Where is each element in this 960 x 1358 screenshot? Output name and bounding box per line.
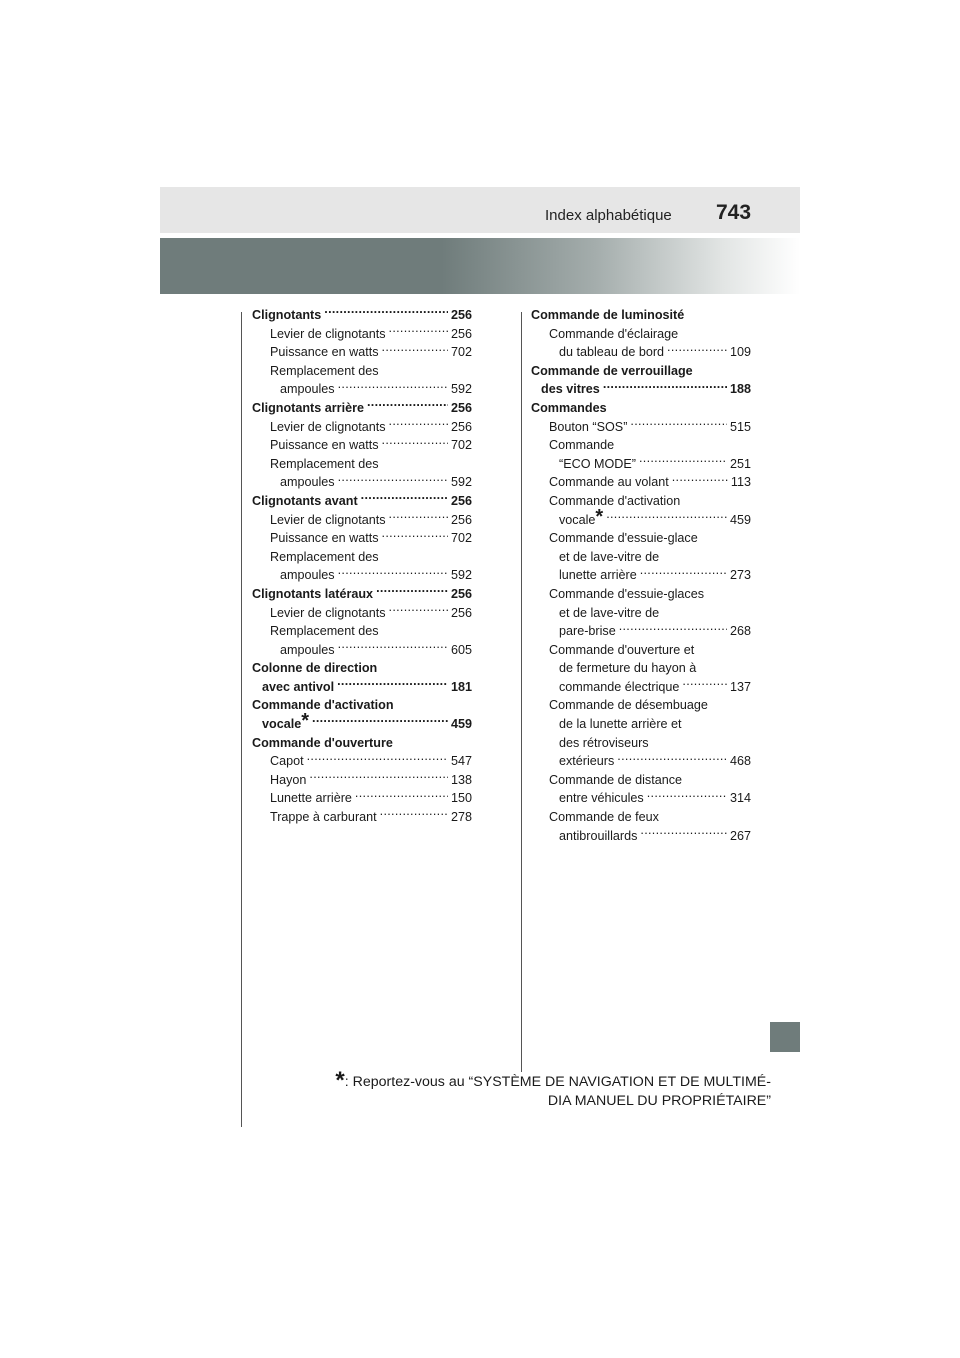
index-entry <box>252 604 472 623</box>
index-heading <box>252 696 472 715</box>
dot-leader <box>640 827 727 840</box>
index-entry <box>252 418 472 437</box>
index-heading <box>531 306 751 325</box>
dot-leader <box>603 381 727 394</box>
page-reference: 256 <box>450 419 472 434</box>
entry-text: Commande d'activation <box>252 698 394 713</box>
index-heading <box>531 436 751 455</box>
index-entry <box>531 418 751 437</box>
page-reference: 256 <box>450 326 472 341</box>
index-entry <box>252 771 472 790</box>
index-heading <box>252 455 472 474</box>
dot-leader <box>355 790 448 803</box>
entry-text: ampoules <box>280 382 335 397</box>
entry-text: Remplacement des <box>270 456 379 471</box>
page-reference: 605 <box>450 642 472 657</box>
page-reference: 268 <box>729 624 751 639</box>
page-reference: 138 <box>450 772 472 787</box>
index-heading <box>531 548 751 567</box>
entry-text: des rétroviseurs <box>559 735 649 750</box>
dot-leader <box>382 344 448 357</box>
entry-text: pare-brise <box>559 624 616 639</box>
dot-leader <box>382 530 448 543</box>
dot-leader <box>307 753 448 766</box>
index-heading <box>252 622 472 641</box>
index-heading <box>252 734 472 753</box>
entry-text: Clignotants avant <box>252 493 358 508</box>
page-reference: 256 <box>450 400 472 415</box>
page-number: 743 <box>716 201 752 224</box>
column-divider <box>521 312 522 1072</box>
dot-leader <box>361 492 448 505</box>
entry-text: Commande au volant <box>549 475 669 490</box>
entry-text: Hayon <box>270 772 307 787</box>
page-reference: 459 <box>450 717 472 732</box>
dot-leader <box>338 567 448 580</box>
entry-text: Remplacement des <box>270 549 379 564</box>
index-entry <box>252 343 472 362</box>
dot-leader <box>672 474 728 487</box>
index-entry <box>531 678 751 697</box>
entry-text: de la lunette arrière et <box>559 717 682 732</box>
page-reference: 256 <box>450 308 472 322</box>
index-heading <box>531 604 751 623</box>
entry-text: vocale <box>559 512 596 527</box>
page-reference: 468 <box>729 754 751 769</box>
index-entry: vocale * ..... 459 <box>252 715 472 734</box>
index-entry <box>252 325 472 344</box>
entry-text: Commande d'éclairage <box>549 326 679 341</box>
entry-text: vocale <box>262 717 302 732</box>
index-entry <box>252 585 472 604</box>
dot-leader <box>367 399 448 412</box>
index-heading <box>252 659 472 678</box>
index-entry <box>252 399 472 418</box>
index-entry <box>531 789 751 808</box>
index-entry <box>252 380 472 399</box>
dot-leader <box>617 753 727 766</box>
page-reference: 150 <box>450 791 472 806</box>
entry-text: Lunette arrière <box>270 791 352 806</box>
page-reference: 256 <box>450 512 472 527</box>
dot-leader <box>338 474 448 487</box>
entry-text: Commande de désembuage <box>549 698 708 713</box>
page-reference: 109 <box>729 345 751 360</box>
dot-leader <box>338 381 448 394</box>
index-heading <box>531 641 751 660</box>
entry-text: Clignotants latéraux <box>252 586 374 601</box>
index-entry <box>252 473 472 492</box>
entry-text: Commande d'ouverture et <box>549 642 695 657</box>
index-heading <box>531 585 751 604</box>
page-reference: 459 <box>729 512 751 527</box>
index-heading <box>531 771 751 790</box>
entry-text: du tableau de bord <box>559 345 665 360</box>
dot-leader <box>619 623 727 636</box>
entry-text: et de lave-vitre de <box>559 605 660 620</box>
page-reference: 188 <box>729 382 751 397</box>
page-reference: 547 <box>450 754 472 769</box>
page-reference: 278 <box>450 810 472 825</box>
index-entry <box>252 566 472 585</box>
footnote-text-1: : Reportez-vous au “SYSTÈME DE NAVIGATION ET DE MULTIMÉ- <box>344 1074 771 1090</box>
index-heading <box>252 362 472 381</box>
page-reference: 256 <box>450 586 472 601</box>
entry-text: Commande de luminosité <box>531 308 685 322</box>
page-reference: 314 <box>729 791 751 806</box>
dot-leader <box>647 790 727 803</box>
dot-leader <box>682 678 727 691</box>
index-entry <box>252 789 472 808</box>
index-entry <box>531 622 751 641</box>
index-heading <box>531 399 751 418</box>
page-reference: 267 <box>729 828 751 843</box>
index-heading <box>531 325 751 344</box>
dot-leader <box>639 455 727 468</box>
entry-text: de fermeture du hayon à <box>559 661 697 676</box>
entry-text: ampoules <box>280 568 335 583</box>
page-reference: 256 <box>450 605 472 620</box>
entry-text: Colonne de direction <box>252 661 378 676</box>
dot-leader <box>382 437 448 450</box>
page-reference: 592 <box>450 475 472 490</box>
dot-leader <box>640 567 727 580</box>
entry-text: Commande d'essuie-glace <box>549 531 698 546</box>
entry-text: Puissance en watts <box>270 531 379 546</box>
index-heading <box>531 362 751 381</box>
index-entry <box>531 380 751 399</box>
footnote-line-2: DIA MANUEL DU PROPRIÉTAIRE” <box>547 1093 771 1109</box>
entry-text: Clignotants arrière <box>252 400 364 415</box>
dot-leader <box>606 511 727 524</box>
entry-text: Trappe à carburant <box>270 810 377 825</box>
header-bar <box>160 187 800 233</box>
index-entry <box>531 827 751 846</box>
dot-leader <box>309 771 448 784</box>
entry-text: Commande de verrouillage <box>531 363 693 378</box>
page-reference: 251 <box>729 456 751 471</box>
index-heading <box>531 659 751 678</box>
section-title: Index alphabétique <box>545 207 672 224</box>
entry-text: avec antivol <box>262 679 335 694</box>
footnote-line-1 <box>300 1067 771 1094</box>
decorative-band <box>160 238 800 294</box>
entry-text: entre véhicules <box>559 791 644 806</box>
entry-text: Remplacement des <box>270 363 379 378</box>
index-entry <box>531 343 751 362</box>
dot-leader <box>380 808 448 821</box>
page-reference: 702 <box>450 345 472 360</box>
index-heading <box>531 696 751 715</box>
page-reference: 592 <box>450 568 472 583</box>
index-entry <box>252 641 472 660</box>
entry-text: Commande d'essuie-glaces <box>549 586 705 601</box>
entry-text: commande électrique <box>559 679 680 694</box>
entry-text: Levier de clignotants <box>270 419 386 434</box>
dot-leader <box>338 641 448 654</box>
index-entry <box>531 566 751 585</box>
dot-leader <box>667 344 727 357</box>
index-column-right <box>531 306 751 845</box>
entry-text: ampoules <box>280 475 335 490</box>
index-entry <box>252 492 472 511</box>
dot-leader <box>389 325 448 338</box>
entry-text: Commande d'ouverture <box>252 735 393 750</box>
dot-leader <box>389 418 448 431</box>
entry-text: Levier de clignotants <box>270 326 386 341</box>
page-reference: 256 <box>450 493 472 508</box>
dot-leader <box>312 715 448 728</box>
entry-text: Puissance en watts <box>270 345 379 360</box>
entry-text: extérieurs <box>559 754 615 769</box>
index-entry <box>531 473 751 492</box>
dot-leader <box>337 678 448 691</box>
index-entry <box>252 436 472 455</box>
entry-text: Commande de distance <box>549 772 683 787</box>
index-entry <box>531 455 751 474</box>
index-entry <box>252 808 472 827</box>
page-reference: 702 <box>450 531 472 546</box>
entry-text: Commandes <box>531 400 607 415</box>
dot-leader <box>376 585 448 598</box>
index-column-left <box>252 306 472 827</box>
page-reference: 273 <box>729 568 751 583</box>
entry-text: Remplacement des <box>270 624 379 639</box>
entry-text: Clignotants <box>252 308 322 322</box>
index-heading <box>252 548 472 567</box>
dot-leader <box>630 418 727 431</box>
entry-text: Levier de clignotants <box>270 605 386 620</box>
footnote-asterisk: * <box>335 1067 345 1094</box>
entry-text: et de lave-vitre de <box>559 549 660 564</box>
page-reference: 592 <box>450 382 472 397</box>
page-reference: 702 <box>450 438 472 453</box>
entry-text: “ECO MODE” <box>559 456 636 471</box>
index-heading <box>531 492 751 511</box>
page-reference: 137 <box>729 679 751 694</box>
dot-leader <box>389 604 448 617</box>
entry-text: Commande d'activation <box>549 493 681 508</box>
index-entry <box>252 511 472 530</box>
entry-text: Commande de feux <box>549 810 659 825</box>
entry-text: Bouton “SOS” <box>549 419 628 434</box>
index-heading <box>531 734 751 753</box>
page-reference: 113 <box>730 475 751 490</box>
entry-text: des vitres <box>541 382 600 397</box>
index-entry <box>252 306 472 325</box>
page-reference: 181 <box>450 679 472 694</box>
dot-leader <box>389 511 448 524</box>
index-entry <box>252 678 472 697</box>
page-reference: 515 <box>729 419 751 434</box>
entry-text: Levier de clignotants <box>270 512 386 527</box>
entry-text: ampoules <box>280 642 335 657</box>
entry-text: Puissance en watts <box>270 438 379 453</box>
entry-text: Commande <box>549 438 615 453</box>
index-entry: vocale * ..... 459 <box>531 511 751 530</box>
entry-text: Capot <box>270 754 304 769</box>
index-entry <box>252 752 472 771</box>
entry-text: lunette arrière <box>559 568 637 583</box>
index-heading <box>531 529 751 548</box>
dot-leader <box>324 306 448 319</box>
index-entry <box>252 529 472 548</box>
index-heading <box>531 715 751 734</box>
left-rule <box>241 312 242 1127</box>
index-entry <box>531 752 751 771</box>
entry-text: antibrouillards <box>559 828 638 843</box>
chapter-tab <box>770 1022 800 1052</box>
index-heading <box>531 808 751 827</box>
